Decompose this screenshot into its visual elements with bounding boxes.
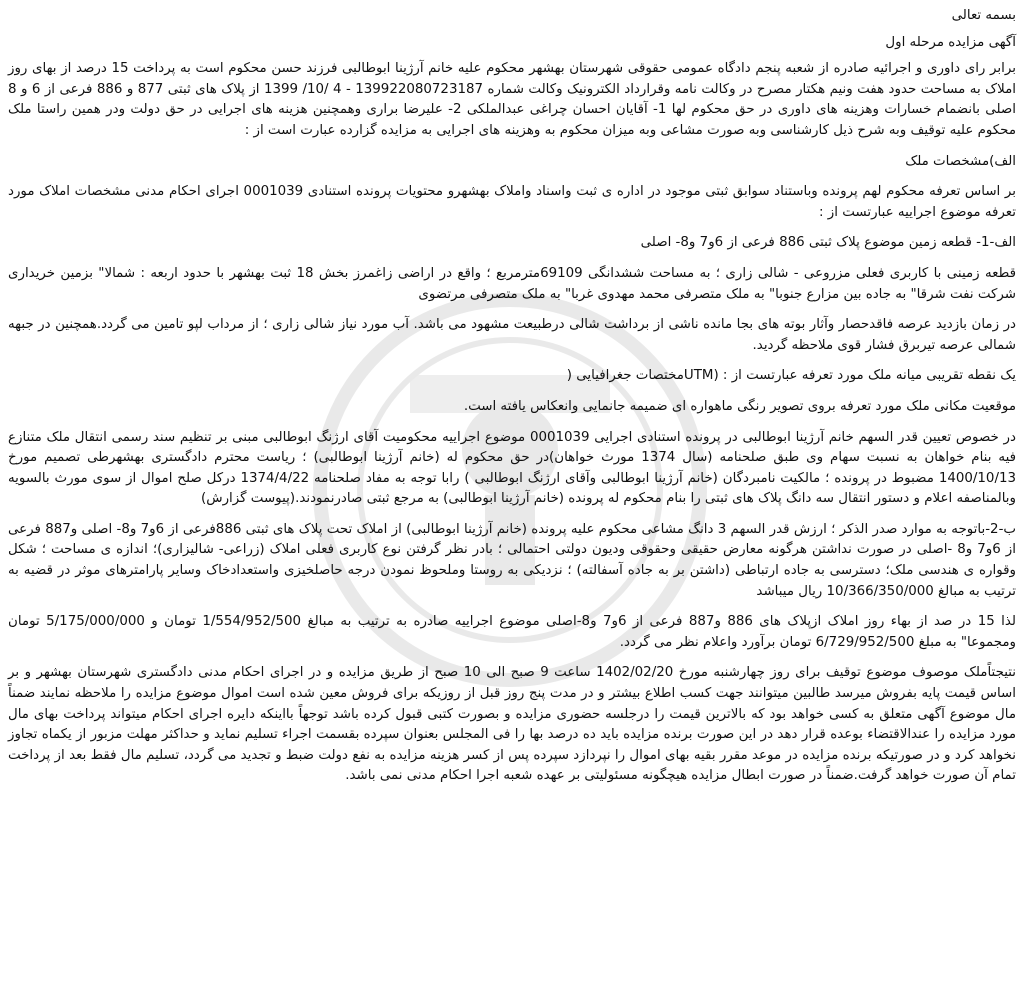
paragraph-utm: یک نقطه تقریبی میانه ملک مورد تعرفه عبارتست از : (UTMمختصات جغرافیایی ( (566, 368, 1016, 384)
paragraph-valuation: ب-2-باتوجه به موارد صدر الذکر ؛ ارزش قدر السهم 3 دانگ مشاعی محکوم علیه پرونده (خانم آرژینا ابوطالبی) از املاک تحت پلاک های ثبتی 886فرعی از 6و7 و8- اصلی و887 فرعی از 6و7 و8 -اصلی در صورت نداشتن هرگونه معارض حقیقی وحقوقی ودیون دولتی احتمالی ؛ بادر نظر گرفتن نوع کاربری فعلی املاک (زراعی- شالیزاری)؛ اندازه ی مساحت ؛ شکل وقواره ی هندسی ملک؛ دسترسی به جاده ارتباطی (داشتن بر به جاده آسفالته) ؛ نزدیکی به روستا وملحوظ نمودن درجه حاصلخیزی واستعدادخاک وسایر پارامترهای موثر در قضیه به ترتیب به مبالغ 10/366/350/000 ریال میباشد (8, 521, 1017, 599)
paragraph-location: موقعیت مکانی ملک مورد تعرفه بروی تصویر رنگی ماهواره ای ضمیمه جانمایی وانعکاس یافته است. (463, 398, 1016, 414)
paragraph-auction-terms: نتیجتاًملک موصوف موضوع توقیف برای روز چهارشنبه مورخ 1402/02/20 ساعت 9 صبح الی 10 صبح از طریق مزایده و در اجرای احکام مدنی دادگستری شهرستان بهشهر و بر اساس قیمت پایه بفروش میرسد طالبین میتوانند جهت کسب اطلاع بیشتر و در مدت پنج روز قبل از روزیکه برای فروش معین شده است اموال موضوع مزایده را ملاحظه نمایند ضمناً مال موضوع آگهی متعلق به کسی خواهد بود که بالاترین قیمت را درجلسه حضوری مزایده و بصورت کتبی قبول کرده باشد توجهاً بااینکه دایره اجرای احکام میتواند پرداخت بهای مال مورد مزایده را عندالاقتضاء بوعده قرار دهد در این صورت برنده مزایده باید ده درصد بها را فی المجلس بعنوان سپرده بقسمت اجراء تسلیم نماید و حداکثر مهلت مزبور از یکماه تجاوز نخواهد کرد و در صورتیکه برنده مزایده در موعد مقرر بقیه بهای اموال را نپردازد سپرده پس از کسر هزینه مزایده به نفع دولت ضبط و تجدید می گردد، تسلیم مال فقط بعد از پرداخت تمام آن صورت خواهد گرفت.ضمناً در صورت ابطال مزایده هیچگونه مسئولیتی بر عهده شعبه اجرا احکام مدنی نمی باشد. (8, 665, 1017, 784)
doc-heading: بسمه تعالی (951, 8, 1016, 23)
paragraph-share: در خصوص تعیین قدر السهم خانم آرژینا ابوطالبی در پرونده استنادی اجرایی 0001039 موضوع اجراییه محکومیت آقای ارژنگ ابوطالبی مبنی بر تنظیم سند رسمی انتقال ملک متنازع فیه بنام خواهان به نسبت سهام وی طبق صلحنامه (سال 1374 مورث خواهان)در حق محکوم له (خانم آرژینا ابوطالبی) ؛ ریاست محترم دادگستری بهشهرطی تصمیم مورخ 1400/10/13 مضبوط در پرونده ؛ مالکیت نامبردگان (خانم آرژینا ابوطالبی وآقای ارژنگ ابوطالبی ) رابا توجه به مفاد صلحنامه 1374/4/22 درکل صلح اموال از سوی مورث بالسویه وبالمناصفه اعلام و دستور انتقال سه دانگ پلاک های ثبتی را بنام محکوم له پرونده (خانم آرژینا ابوطالبی) به مرجع ثبتی صادرنمودند.(پیوست گزارش) (8, 429, 1017, 507)
paragraph-visit: در زمان بازدید عرصه فاقدحصار وآثار بوته های بجا مانده ناشی از برداشت شالی درطبیعت مشهود می باشد. آب مورد نیاز شالی زاری ؛ از مرداب لپو تامین می گردد.همچنین در جبهه شمالی عرصه تیربرق فشار قوی ملاحظه گردید. (8, 317, 1016, 353)
subsection-heading-plot: الف-1- قطعه زمین موضوع پلاک ثبتی 886 فرعی از 6و7 و8- اصلی (640, 235, 1016, 251)
section-heading-property: الف)مشخصات ملک (905, 153, 1016, 169)
paragraph-intro: برابر رای داوری و اجرائیه صادره از شعبه پنجم دادگاه عمومی حقوقی شهرستان بهشهر محکوم علیه خانم آرژینا ابوطالبی فرزند حسن محکوم است به پرداخت 15 درصد از بهای روز املاک به مساحت حدود هفت ونیم هکتار مصرح در وکالت نامه وقرارداد الکترونیک وکالت شماره 139922080723187 - 4 /10/ 1399 از پلاک های ثبتی 877 و 886 فرعی از 6 و 8 اصلی بانضمام خسارات وهزینه های داوری در حق محکوم لها 1- آقایان احسان چراغی عبدالملکی 2- علیرضا براری وهمچنین هزینه های اجرایی در حق دولت ودر همین راستا ملک محکوم علیه توقیف وبه شرح ذیل کارشناسی وبه صورت مشاعی وبه میزان محکوم به وهزینه های اجرایی به مزایده گزارده عبارت است از : (8, 61, 1016, 138)
doc-title: آگهی مزایده مرحله اول (885, 34, 1016, 50)
paragraph-registry: بر اساس تعرفه محکوم لهم پرونده وباستناد سوابق ثبتی موجود در اداره ی ثبت واسناد واملاک بهشهرو محتویات پرونده استنادی 0001039 اجرای احکام مدنی مشخصات املاک مورد تعرفه موضوع اجراییه عبارتست از : (8, 184, 1016, 220)
paragraph-percent-value: لذا 15 در صد از بهاء روز املاک ازپلاک های 886 و887 فرعی از 6و7 و8-اصلی موضوع اجراییه صادره به ترتیب به مبالغ 1/554/952/500 تومان و 5/175/000/000 تومان ومجموعا" به مبلغ 6/729/952/500 تومان برآورد واعلام نظر می گردد. (8, 614, 1016, 650)
paragraph-land-description: قطعه زمینی با کاربری فعلی مزروعی - شالی زاری ؛ به مساحت ششدانگی 69109مترمربع ؛ واقع در اراضی زاغمرز بخش 18 ثبت بهشهر با حدود اربعه : شمالا" بزمین خریداری شرکت نفت شرقا" به جاده بین مزارع جنوبا" به ملک متصرفی محمد مهدوی غربا" به ملک متصرفی مرتضوی (8, 265, 1016, 302)
